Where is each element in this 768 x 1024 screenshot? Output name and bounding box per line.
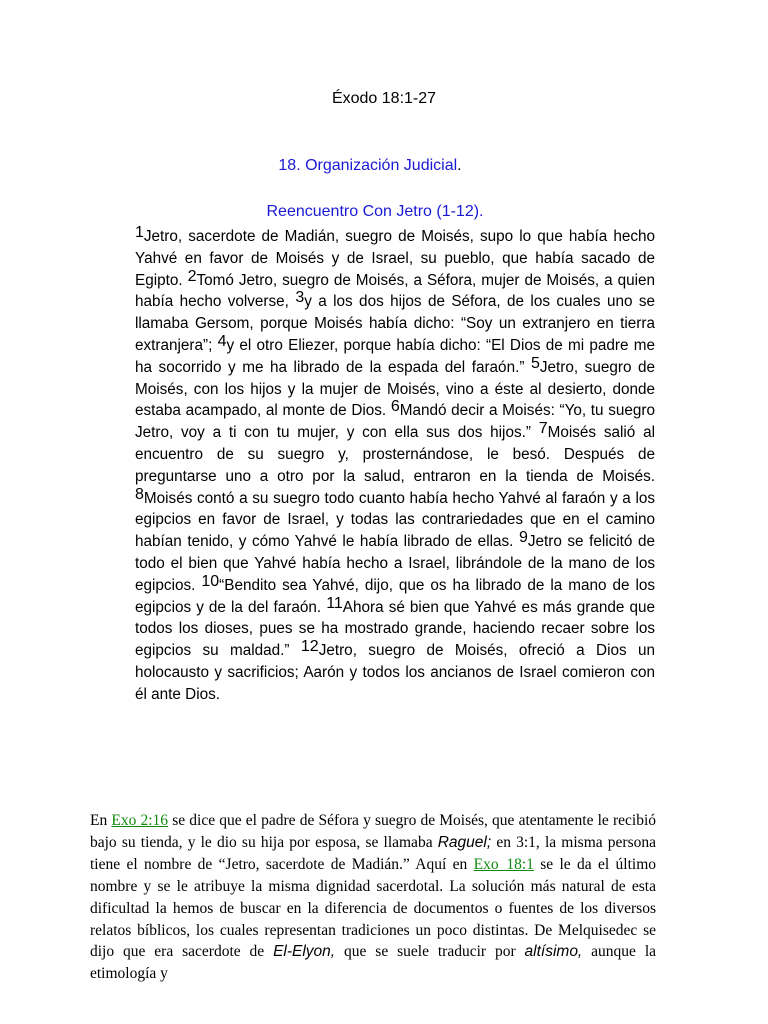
- commentary-text: se le da el último nombre y se le atribuye la misma dignidad sacerdotal. La solución más natural de esta dificultad la hemos de buscar en la diferencia de documentos o fuentes de los diversos relatos bíblicos, los cuales representan tradiciones un poco distintas. De Melquisedec se dijo que era sacerdote de: [90, 855, 657, 961]
- verse-number: 1: [135, 224, 144, 241]
- scripture-passage: [135, 226, 655, 706]
- verse-number: 11: [326, 594, 343, 612]
- chapter-heading: [0, 157, 740, 175]
- commentary-text: que se suele traducir por: [335, 943, 525, 961]
- section-heading: Reencuentro Con Jetro (1-12).: [266, 203, 484, 220]
- verse-number: 2: [187, 267, 197, 285]
- verse-number: 4: [217, 332, 227, 350]
- verse-number: 7: [538, 420, 548, 438]
- verse-number: 9: [518, 529, 528, 547]
- emphasis-term: altísimo,: [524, 943, 583, 961]
- verse-number: 6: [390, 398, 400, 416]
- verse-text: y el otro Eliezer, porque había dicho: “El Dios de mi padre me ha socorrido y me ha librado de la espada del faraón.”: [135, 336, 655, 376]
- scripture-reference-link[interactable]: Exo_18:1: [473, 855, 534, 873]
- verse-number: 10: [201, 572, 220, 590]
- verse-number: 3: [295, 289, 305, 307]
- commentary-text: aunque la etimología y: [90, 943, 657, 983]
- verse-number: 8: [135, 485, 144, 503]
- chapter-heading-text: 18. Organización Judicial: [278, 157, 458, 174]
- verse-text: Jetro, suegro de Moisés, con los hijos y la mujer de Moisés, vino a éste al desierto, donde estaba acampado, al monte de Dios.: [135, 358, 656, 420]
- scripture-reference-link[interactable]: Exo 2:16: [111, 812, 169, 829]
- verse-text: Mandó decir a Moisés: “Yo, tu suegro Jetro, voy a ti con tu mujer, y con ella sus dos hijos.”: [135, 402, 655, 442]
- verse-text: Jetro se felicitó de todo el bien que Yahvé había hecho a Israel, librándole de la mano de los egipcios.: [135, 533, 655, 594]
- verse-text: Jetro, suegro de Moisés, ofreció a Dios un holocausto y sacrificios; Aarón y todos los ancianos de Israel comieron con él ante Dios.: [135, 642, 655, 703]
- verse-number: 12: [300, 638, 319, 656]
- verse-text: Tomó Jetro, suegro de Moisés, a Séfora, mujer de Moisés, a quien había hecho volverse,: [135, 271, 655, 311]
- verse-text: Jetro, sacerdote de Madián, suegro de Moisés, supo lo que había hecho Yahvé en favor de Moisés y de Israel, su pueblo, que había sacado de Egipto.: [135, 228, 655, 289]
- commentary-text: en 3:1, la misma persona tiene el nombre de “Jetro, sacerdote de Madián.” Aquí en: [90, 833, 657, 873]
- verse-text: Moisés contó a su suegro todo cuanto había hecho Yahvé al faraón y a los egipcios en favor de Israel, y todas las contrariedades que en el camino habían tenido, y cómo Yahvé le había librado de ellas.: [135, 489, 655, 551]
- verse-text: Moisés salió al encuentro de su suegro y, prosternándose, le besó. Después de preguntarse uno a otro por la salud, entraron en la tienda de Moisés.: [135, 424, 655, 485]
- emphasis-term: Raguel;: [437, 833, 492, 851]
- commentary-paragraph: [90, 810, 656, 985]
- verse-text: y a los dos hijos de Séfora, de los cuales uno se llamaba Gersom, porque Moisés había dicho: “Soy un extranjero en tierra extranjera”;: [135, 293, 656, 354]
- page-title: Éxodo 18:1-27: [331, 90, 437, 107]
- verse-number: 5: [530, 354, 540, 372]
- commentary-text: se dice que el padre de Séfora y suegro de Moisés, que atentamente le recibió bajo su tienda, y le dio su hija por esposa, se llamaba: [90, 812, 656, 851]
- commentary-text: En: [90, 812, 112, 829]
- verse-text: Ahora sé bien que Yahvé es más grande que todos los dioses, pues se ha mostrado grande, haciendo recaer sobre los egipcios su maldad.”: [135, 598, 655, 660]
- emphasis-term: El-Elyon,: [273, 943, 336, 961]
- verse-text: “Bendito sea Yahvé, dijo, que os ha librado de la mano de los egipcios y de la del faraón.: [135, 576, 656, 616]
- chapter-heading-period: .: [457, 157, 462, 174]
